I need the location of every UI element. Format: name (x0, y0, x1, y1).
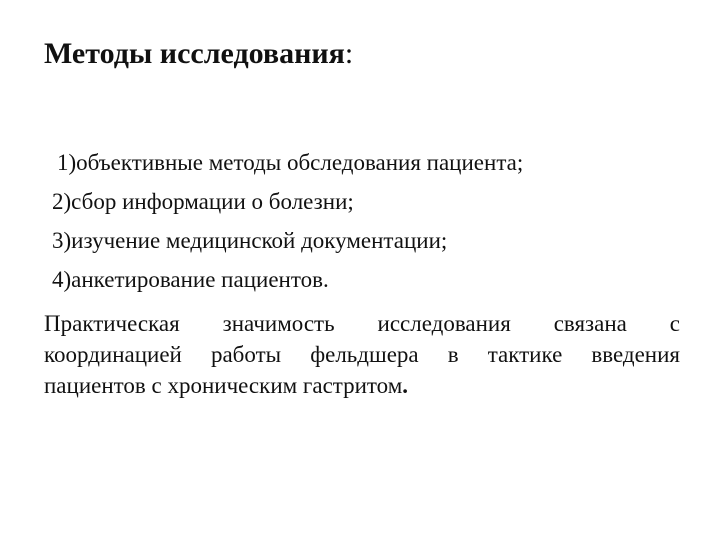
slide-title-text: Методы исследования (44, 37, 345, 70)
significance-paragraph (44, 308, 680, 401)
paragraph-line-3-text: пациентов с хроническим гастритом (44, 373, 403, 398)
method-item-3: 3)изучение медицинской документации; (52, 228, 448, 253)
paragraph-line-1: Практическая значимость исследования связана с (44, 311, 680, 336)
slide-title (44, 35, 353, 73)
paragraph-end-period: . (402, 373, 409, 398)
methods-list (52, 143, 523, 299)
paragraph-line-3 (44, 370, 680, 401)
method-item-1: 1)объективные методы обследования пациента; (57, 150, 524, 175)
slide-title-colon: : (344, 37, 354, 70)
method-item-2: 2)сбор информации о болезни; (52, 189, 354, 214)
method-item-4: 4)анкетирование пациентов. (52, 267, 329, 292)
paragraph-line-2: координацией работы фельдшера в тактике введения (44, 342, 680, 367)
